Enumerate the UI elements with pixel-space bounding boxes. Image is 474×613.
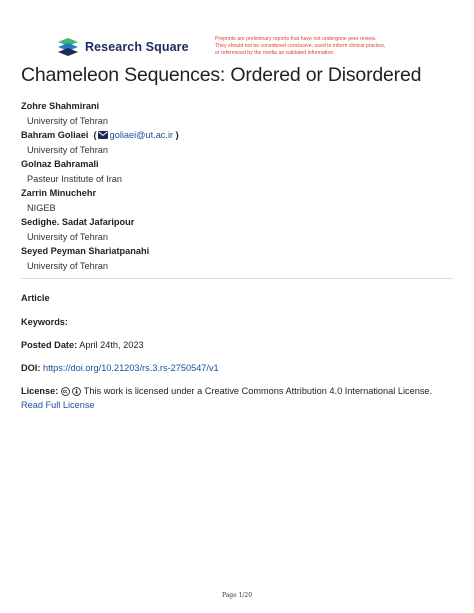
license-link-row: [21, 400, 95, 410]
author-name: Bahram Goliaei: [21, 130, 89, 140]
disclaimer-line: They should not be considered conclusive, used to inform clinical practice,: [215, 43, 386, 49]
posted-date-row: [21, 340, 144, 350]
author-entry: [21, 129, 451, 157]
author-affiliation: University of Tehran: [27, 144, 109, 155]
author-name: Golnaz Bahramali: [21, 159, 99, 169]
author-name: Seyed Peyman Shariatpanahi: [21, 246, 150, 256]
research-square-logo-icon: [57, 38, 79, 56]
doi-link[interactable]: https://doi.org/10.21203/rs.3.rs-2750547/v1: [42, 363, 219, 373]
email-paren-close: ): [173, 130, 179, 140]
license-text: This work is licensed under a Creative Commons Attribution 4.0 International License.: [83, 386, 433, 396]
author-affiliation: Pasteur Institute of Iran: [27, 173, 122, 184]
author-affiliation: NIGEB: [27, 202, 56, 213]
doi-label: DOI:: [21, 363, 41, 373]
author-affiliation: University of Tehran: [27, 260, 109, 271]
page-number: Page 1/20: [221, 592, 253, 599]
posted-date-label: Posted Date:: [21, 340, 78, 350]
author-affiliation: University of Tehran: [27, 231, 109, 242]
author-entry: [21, 245, 451, 273]
article-type: [21, 293, 50, 303]
doi-row: [21, 363, 219, 373]
cc-icon: [61, 387, 70, 396]
license-row: [21, 386, 432, 396]
author-affiliation: University of Tehran: [27, 115, 109, 126]
author-name-with-email: [21, 129, 451, 143]
keywords-row: [21, 317, 68, 327]
author-entry: [21, 158, 451, 186]
author-entry: [21, 216, 451, 244]
disclaimer-line: Preprints are preliminary reports that have not undergone peer review.: [215, 36, 377, 42]
author-name: Sedighe. Sadat Jafaripour: [21, 217, 135, 227]
brand-name: Research Square: [85, 40, 189, 54]
posted-date-value: April 24th, 2023: [79, 340, 144, 350]
author-name: Zohre Shahmirani: [21, 101, 100, 111]
preprint-disclaimer: [215, 36, 455, 57]
author-list: [21, 100, 451, 274]
author-entry: [21, 100, 451, 128]
author-email-link[interactable]: goliaei@ut.ac.ir: [109, 130, 174, 140]
email-paren-open: (: [90, 130, 97, 140]
article-type-label: Article: [21, 293, 50, 303]
envelope-icon: [98, 131, 108, 139]
section-divider: [21, 278, 453, 279]
author-name: Zarrin Minuchehr: [21, 188, 97, 198]
author-entry: [21, 187, 451, 215]
disclaimer-line: or referenced by the media as validated information.: [215, 50, 335, 56]
keywords-label: Keywords:: [21, 317, 68, 327]
paper-title: Chameleon Sequences: Ordered or Disordered: [21, 64, 422, 86]
read-full-license-link[interactable]: Read Full License: [21, 400, 95, 410]
license-label: License:: [21, 386, 59, 396]
research-square-logo[interactable]: [57, 38, 189, 56]
by-icon: [72, 387, 81, 396]
